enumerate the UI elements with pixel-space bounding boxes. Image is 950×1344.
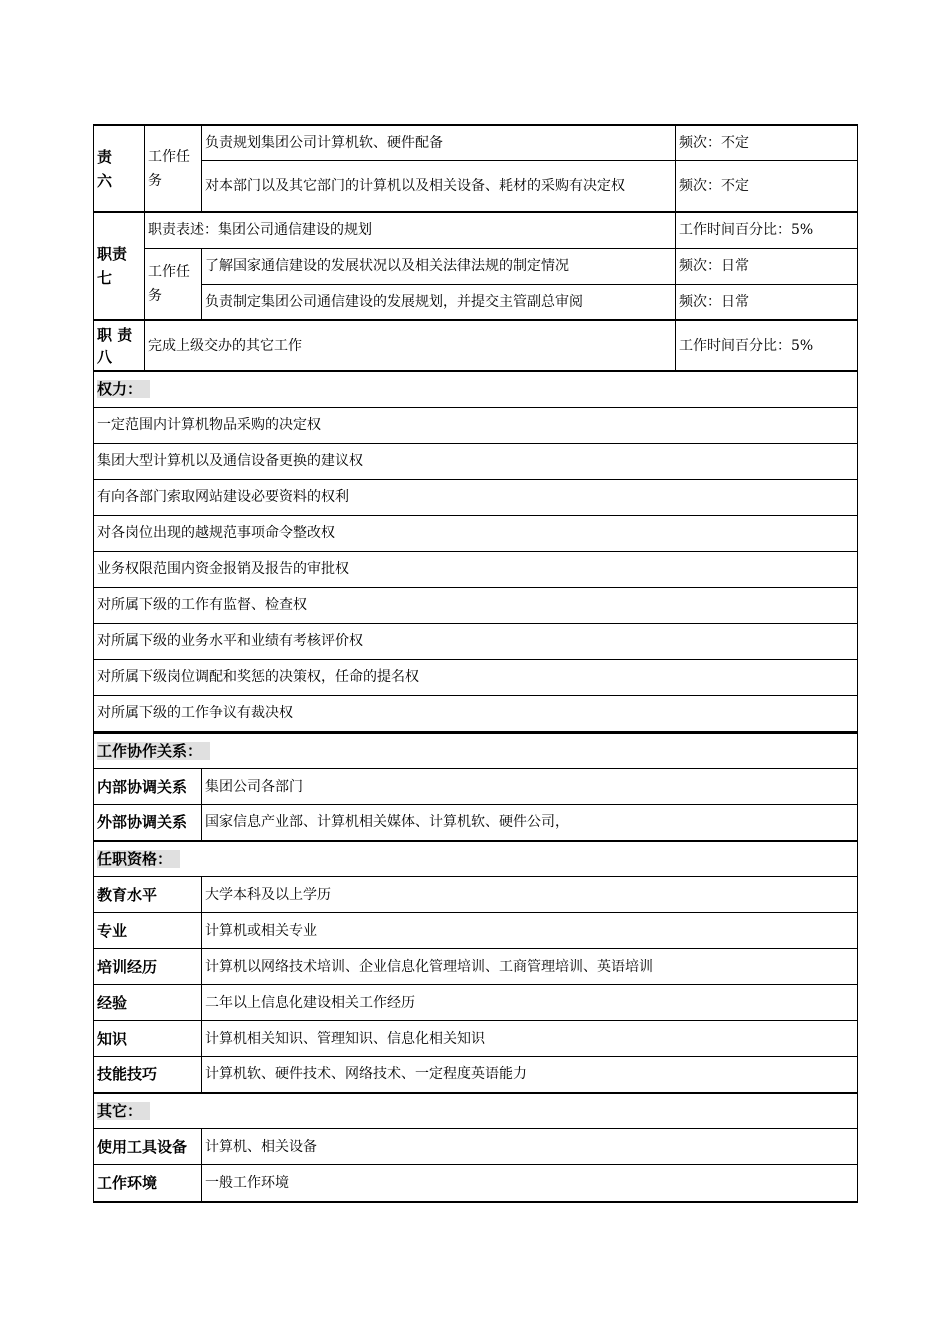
qualification-row (94, 1021, 858, 1057)
job-description-table (93, 124, 858, 732)
relation-label: 外部协调关系 (94, 805, 202, 841)
other-label: 使用工具设备 (94, 1129, 202, 1165)
qualification-value: 计算机或相关专业 (202, 913, 858, 949)
other-value: 一般工作环境 (202, 1165, 858, 1202)
duty6-task-frequency: 频次：不定 (676, 160, 858, 212)
qualification-value: 计算机以网络技术培训、企业信息化管理培训、工商管理培训、英语培训 (202, 949, 858, 985)
authority-item (94, 695, 858, 731)
qualification-label: 专业 (94, 913, 202, 949)
authority-item (94, 659, 858, 695)
qualification-value: 计算机软、硬件技术、网络技术、一定程度英语能力 (202, 1057, 858, 1093)
duty7-description: 职责表述：集团公司通信建设的规划 (145, 212, 676, 248)
table-cell: 有向各部门索取网站建设必要资料的权利 (94, 479, 858, 515)
qualification-row (94, 949, 858, 985)
duty8-time-percent: 工作时间百分比：5% (676, 320, 858, 371)
authority-item (94, 551, 858, 587)
table-cell: 对各岗位出现的越规范事项命令整改权 (94, 515, 858, 551)
duty7-task-text: 负责制定集团公司通信建设的发展规划，并提交主管副总审阅 (202, 284, 676, 320)
duty7-task-frequency: 频次：日常 (676, 284, 858, 320)
authority-item (94, 479, 858, 515)
duty6-task-text: 对本部门以及其它部门的计算机以及相关设备、耗材的采购有决定权 (202, 160, 676, 212)
relations-title: 工作协作关系： (94, 733, 858, 769)
relation-value: 集团公司各部门 (202, 769, 858, 805)
duty6-task-label: 工作任务 (145, 125, 202, 212)
qualifications-title: 任职资格： (94, 841, 858, 877)
other-label: 工作环境 (94, 1165, 202, 1202)
relation-value: 国家信息产业部、计算机相关媒体、计算机软、硬件公司， (202, 805, 858, 841)
duty7-label: 职责七 (94, 212, 145, 320)
duty7-time-percent: 工作时间百分比：5% (676, 212, 858, 248)
table-cell: 业务权限范围内资金报销及报告的审批权 (94, 551, 858, 587)
other-row (94, 1165, 858, 1202)
qualification-row (94, 913, 858, 949)
duty6-task-row (94, 125, 858, 160)
qualification-value: 二年以上信息化建设相关工作经历 (202, 985, 858, 1021)
authority-item (94, 407, 858, 443)
relation-row (94, 805, 858, 841)
duty7-task-row (94, 248, 858, 284)
relations-qualifications-table (93, 732, 858, 1203)
duty8-description: 完成上级交办的其它工作 (145, 320, 676, 371)
qualification-label: 知识 (94, 1021, 202, 1057)
other-row (94, 1129, 858, 1165)
qualification-label: 培训经历 (94, 949, 202, 985)
qualification-row (94, 1057, 858, 1093)
other-header-row (94, 1093, 858, 1129)
authority-item (94, 587, 858, 623)
duty6-task-text: 负责规划集团公司计算机软、硬件配备 (202, 125, 676, 160)
duty6-label: 责 六 (94, 125, 145, 212)
duty7-task-frequency: 频次：日常 (676, 248, 858, 284)
duty6-task-frequency: 频次：不定 (676, 125, 858, 160)
other-value: 计算机、相关设备 (202, 1129, 858, 1165)
table-cell: 集团大型计算机以及通信设备更换的建议权 (94, 443, 858, 479)
authority-item (94, 623, 858, 659)
duty8-row (94, 320, 858, 371)
duty7-description-row (94, 212, 858, 248)
authority-header-row (94, 371, 858, 407)
relation-label: 内部协调关系 (94, 769, 202, 805)
job-description-sheet (93, 124, 857, 1203)
table-cell: 对所属下级的工作有监督、检查权 (94, 587, 858, 623)
duty7-task-label: 工作任务 (145, 248, 202, 320)
relations-header-row (94, 733, 858, 769)
duty6-task-row (94, 160, 858, 212)
authority-item (94, 515, 858, 551)
authority-item (94, 443, 858, 479)
table-cell: 一定范围内计算机物品采购的决定权 (94, 407, 858, 443)
table-cell: 对所属下级的业务水平和业绩有考核评价权 (94, 623, 858, 659)
relation-row (94, 769, 858, 805)
qualification-label: 技能技巧 (94, 1057, 202, 1093)
qualification-label: 经验 (94, 985, 202, 1021)
duty7-task-text: 了解国家通信建设的发展状况以及相关法律法规的制定情况 (202, 248, 676, 284)
qualification-label: 教育水平 (94, 877, 202, 913)
authority-title: 权力： (94, 371, 858, 407)
qualifications-header-row (94, 841, 858, 877)
other-title: 其它： (94, 1093, 858, 1129)
table-cell: 对所属下级岗位调配和奖惩的决策权，任命的提名权 (94, 659, 858, 695)
qualification-value: 计算机相关知识、管理知识、信息化相关知识 (202, 1021, 858, 1057)
table-cell: 对所属下级的工作争议有裁决权 (94, 695, 858, 731)
duty7-task-row (94, 284, 858, 320)
duty8-label: 职 责 八 (94, 320, 145, 371)
qualification-row (94, 985, 858, 1021)
qualification-value: 大学本科及以上学历 (202, 877, 858, 913)
qualification-row (94, 877, 858, 913)
